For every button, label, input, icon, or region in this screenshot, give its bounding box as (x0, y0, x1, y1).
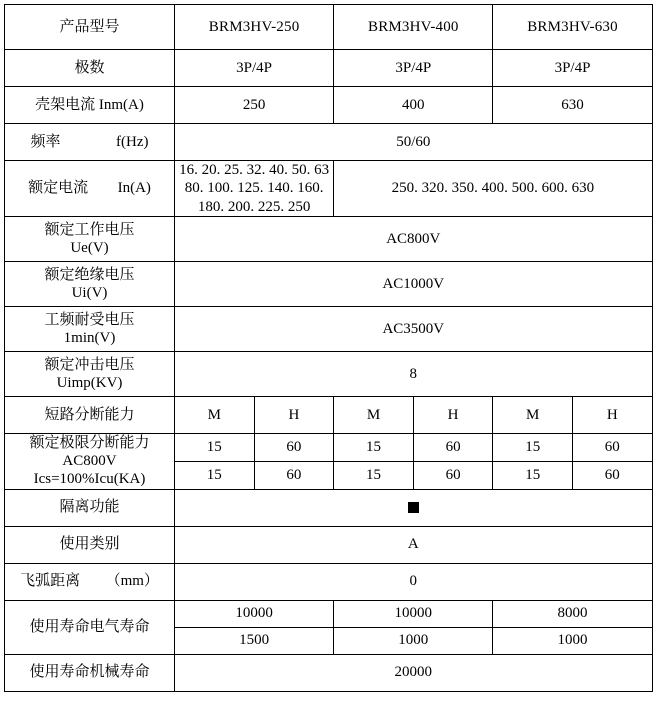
row-label-arcing-distance (5, 563, 175, 600)
row-label-rated-current-left: 额定电流 (28, 180, 89, 197)
cell-icu-400-h: 60 (413, 433, 493, 461)
table-row (5, 306, 653, 351)
row-label-frame-current: 壳架电流 Inm(A) (5, 87, 175, 124)
cell-frame-current-630: 630 (493, 87, 652, 124)
cell-ics-250-h: 60 (254, 461, 334, 489)
row-label-arcing-distance-left: 飞弧距离 (20, 573, 81, 590)
row-label-isolation-function: 隔离功能 (5, 489, 175, 526)
cell-isolation-function (175, 489, 653, 526)
cell-arcing-distance: 0 (175, 563, 653, 600)
table-row (5, 489, 653, 526)
cell-rated-impulse-voltage: 8 (175, 351, 653, 396)
row-label-rated-working-voltage (5, 216, 175, 261)
cell-utilization-category: A (175, 526, 653, 563)
cell-rated-current-400-630: 250. 320. 350. 400. 500. 600. 630 (334, 161, 652, 217)
rated-insulation-voltage-line2: Ui(V) (71, 284, 108, 301)
ultimate-breaking-capacity-line1: 额定极限分断能力 AC800V (29, 434, 150, 470)
table-row (5, 351, 653, 396)
table-row (5, 124, 653, 161)
rated-insulation-voltage-line1: 额定绝缘电压 (44, 266, 135, 283)
cell-breaking-capacity-250-h: H (254, 396, 334, 433)
cell-breaking-capacity-400-h: H (413, 396, 493, 433)
row-label-rated-current (5, 161, 175, 217)
cell-icu-400-m: 15 (334, 433, 414, 461)
row-label-frequency-unit: f(Hz) (116, 133, 149, 150)
rated-working-voltage-line1: 额定工作电压 (44, 221, 135, 238)
cell-frame-current-400: 400 (334, 87, 493, 124)
row-label-ultimate-breaking-capacity (5, 433, 175, 489)
table-row (5, 600, 653, 627)
row-label-rated-insulation-voltage (5, 261, 175, 306)
cell-ics-400-h: 60 (413, 461, 493, 489)
cell-breaking-capacity-630-h: H (573, 396, 653, 433)
table-row (5, 396, 653, 433)
row-label-electrical-life: 使用寿命电气寿命 (5, 600, 175, 654)
cell-electrical-life-400-alt: 1000 (334, 627, 493, 654)
cell-icu-250-m: 15 (175, 433, 255, 461)
cell-model-630: BRM3HV-630 (493, 5, 652, 50)
rated-current-250-line2: 80. 100. 125. 140. 160. (184, 180, 324, 197)
cell-frequency-value: 50/60 (175, 124, 653, 161)
cell-mechanical-life: 20000 (175, 654, 653, 691)
cell-power-frequency-withstand-voltage: AC3500V (175, 306, 653, 351)
cell-electrical-life-630-alt: 1000 (493, 627, 652, 654)
cell-electrical-life-250: 10000 (175, 600, 334, 627)
row-label-rated-current-unit: In(A) (117, 180, 151, 197)
cell-electrical-life-250-alt: 1500 (175, 627, 334, 654)
rated-current-250-line3: 180. 200. 225. 250 (197, 198, 311, 215)
table-row (5, 87, 653, 124)
rated-impulse-voltage-line1: 额定冲击电压 (44, 356, 135, 373)
cell-rated-current-250 (175, 161, 334, 217)
cell-icu-250-h: 60 (254, 433, 334, 461)
power-frequency-withstand-voltage-line2: 1min(V) (63, 329, 116, 346)
table-row (5, 654, 653, 691)
rated-working-voltage-line2: Ue(V) (70, 239, 109, 256)
cell-ics-250-m: 15 (175, 461, 255, 489)
row-label-product-model: 产品型号 (5, 5, 175, 50)
cell-electrical-life-400: 10000 (334, 600, 493, 627)
row-label-frequency (5, 124, 175, 161)
cell-ics-630-h: 60 (573, 461, 653, 489)
row-label-arcing-distance-unit: （mm） (105, 573, 159, 590)
cell-breaking-capacity-630-m: M (493, 396, 573, 433)
cell-poles-630: 3P/4P (493, 50, 652, 87)
cell-electrical-life-630: 8000 (493, 600, 652, 627)
power-frequency-withstand-voltage-line1: 工频耐受电压 (44, 311, 135, 328)
rated-impulse-voltage-line2: Uimp(KV) (56, 374, 123, 391)
cell-poles-400: 3P/4P (334, 50, 493, 87)
cell-icu-630-m: 15 (493, 433, 573, 461)
cell-ics-630-m: 15 (493, 461, 573, 489)
ultimate-breaking-capacity-line2: Ics=100%Icu(KA) (33, 471, 146, 488)
row-label-frequency-left: 频率 (30, 133, 61, 150)
cell-icu-630-h: 60 (573, 433, 653, 461)
cell-model-400: BRM3HV-400 (334, 5, 493, 50)
table-row (5, 261, 653, 306)
cell-breaking-capacity-250-m: M (175, 396, 255, 433)
cell-poles-250: 3P/4P (175, 50, 334, 87)
filled-square-icon (408, 502, 419, 513)
table-row (5, 563, 653, 600)
table-row (5, 161, 653, 217)
cell-rated-insulation-voltage: AC1000V (175, 261, 653, 306)
rated-current-250-line1: 16. 20. 25. 32. 40. 50. 63 (179, 162, 330, 178)
row-label-poles: 极数 (5, 50, 175, 87)
table-row (5, 433, 653, 461)
table-row (5, 216, 653, 261)
row-label-breaking-capacity: 短路分断能力 (5, 396, 175, 433)
cell-rated-working-voltage: AC800V (175, 216, 653, 261)
cell-ics-400-m: 15 (334, 461, 414, 489)
row-label-power-frequency-withstand-voltage (5, 306, 175, 351)
table-row (5, 526, 653, 563)
table-row (5, 50, 653, 87)
row-label-utilization-category: 使用类别 (5, 526, 175, 563)
cell-model-250: BRM3HV-250 (175, 5, 334, 50)
row-label-rated-impulse-voltage (5, 351, 175, 396)
row-label-mechanical-life: 使用寿命机械寿命 (5, 654, 175, 691)
table-row (5, 5, 653, 50)
cell-breaking-capacity-400-m: M (334, 396, 414, 433)
specification-table (4, 4, 653, 692)
cell-frame-current-250: 250 (175, 87, 334, 124)
